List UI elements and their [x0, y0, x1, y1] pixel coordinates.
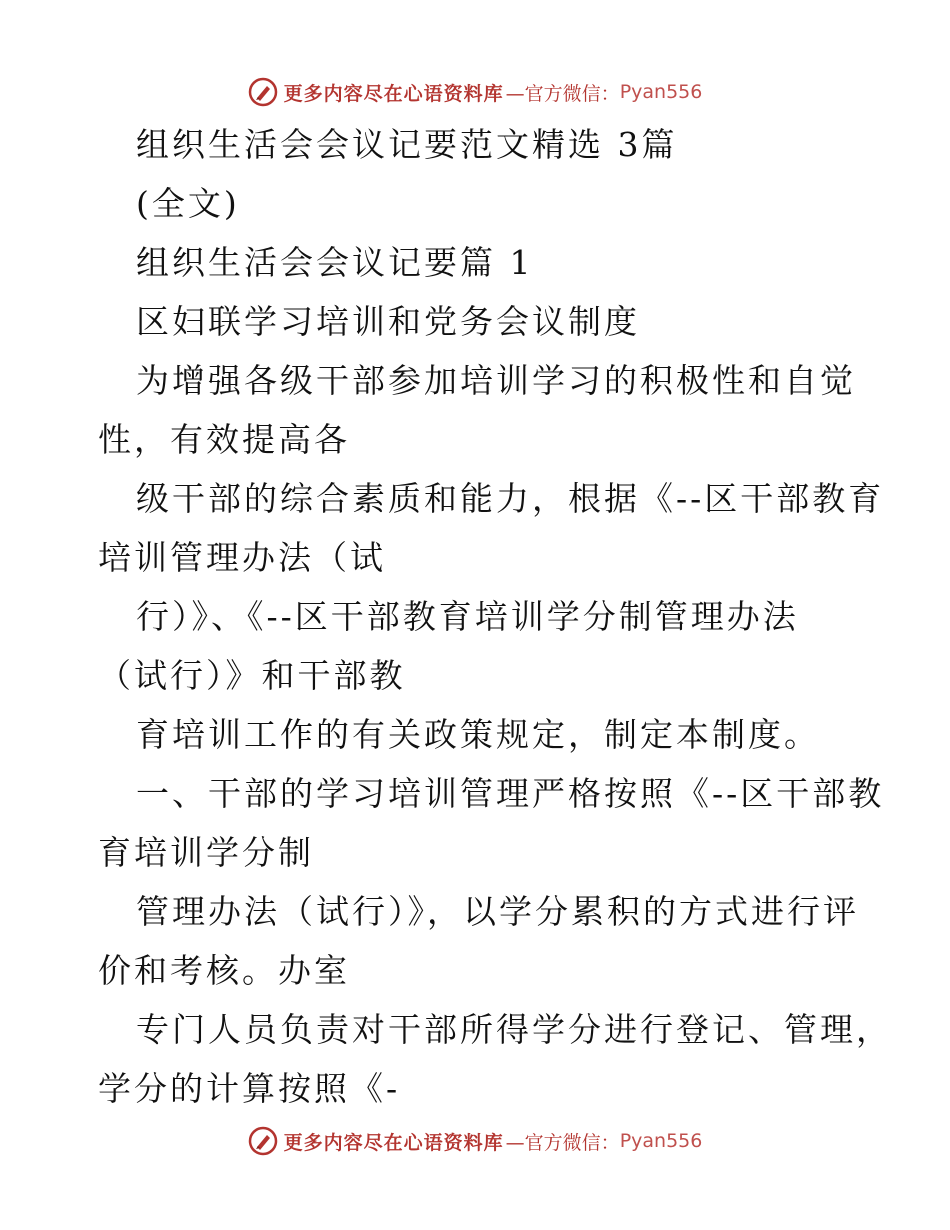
- paragraph-line: 育培训工作的有关政策规定，制定本制度。: [136, 715, 820, 754]
- watermark-wechat-label: —官方微信：: [505, 1131, 620, 1154]
- watermark-wechat-id: Pyan556: [619, 1130, 703, 1152]
- document-title: 组织生活会会议记要范文精选 3篇: [136, 125, 678, 164]
- paragraph-line: 学分的计算按照《-: [98, 1069, 401, 1108]
- paragraph-line: 级干部的综合素质和能力，根据《--区干部教育: [136, 479, 885, 518]
- watermark-wechat-id: Pyan556: [619, 81, 703, 103]
- section-heading: 组织生活会会议记要篇 1: [136, 243, 534, 282]
- paragraph-line: 育培训学分制: [98, 833, 314, 872]
- paragraph-line: 为增强各级干部参加培训学习的积极性和自觉: [136, 361, 856, 400]
- paragraph-line: 管理办法（试行）》，以学分累积的方式进行评: [136, 892, 859, 931]
- pen-logo-icon: [248, 77, 278, 107]
- paragraph-line: 行）》、《--区干部教育培训学分制管理办法: [136, 597, 799, 636]
- watermark-site-name: 更多内容尽在心语资料库: [283, 1131, 504, 1154]
- watermark-wechat-label: —官方微信：: [505, 82, 620, 105]
- pen-logo-icon: [248, 1126, 278, 1156]
- document-title-suffix: (全文): [136, 184, 240, 223]
- subsection-heading: 区妇联学习培训和党务会议制度: [136, 302, 640, 341]
- footer-watermark: [0, 1121, 950, 1161]
- paragraph-line: （试行）》和干部教: [98, 656, 406, 695]
- watermark-site-name: 更多内容尽在心语资料库: [283, 82, 504, 105]
- paragraph-line: 价和考核。办室: [98, 951, 350, 990]
- header-watermark: [0, 72, 950, 112]
- paragraph-line: 性，有效提高各: [98, 420, 350, 459]
- paragraph-line: 专门人员负责对干部所得学分进行登记、管理，: [136, 1010, 892, 1049]
- paragraph-line: 培训管理办法（试: [98, 538, 386, 577]
- paragraph-line: 一、干部的学习培训管理严格按照《--区干部教: [136, 774, 885, 813]
